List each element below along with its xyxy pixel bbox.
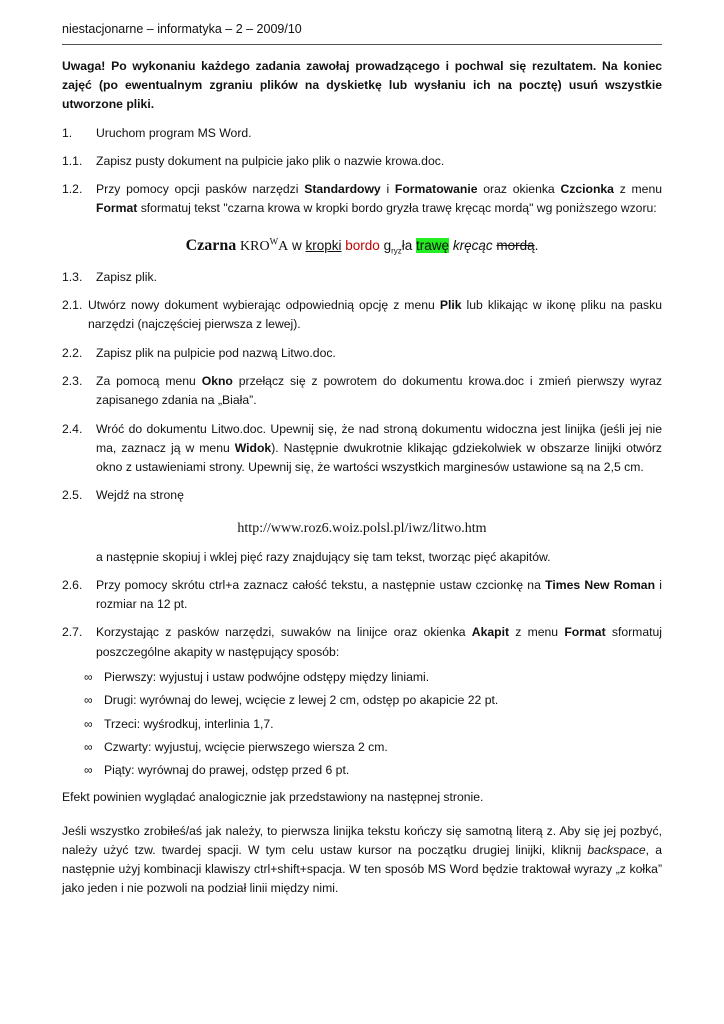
list-item: ∞ Pierwszy: wyjustuj i ustaw podwójne odstępy między liniami. — [62, 668, 662, 687]
task-1-3 — [62, 268, 662, 287]
task-text-continued: a następnie skopiuj i wklej pięć razy znajdujący się tam tekst, tworząc pięć akapitów. — [96, 549, 551, 564]
sample-trawe: trawę — [416, 237, 450, 253]
infinity-bullet-icon: ∞ — [84, 716, 93, 731]
task-text: Utwórz nowy dokument wybierając odpowiednią opcję z menu Plik lub klikając w ikonę pliku na pasku narzędzi (najczęściej pierwsza z lewej). — [88, 298, 662, 332]
task-1-2 — [62, 180, 662, 219]
task-number: 1. — [62, 125, 73, 140]
infinity-bullet-icon: ∞ — [84, 739, 93, 754]
task-number: 2.4. — [62, 421, 83, 436]
task-text: Korzystając z pasków narzędzi, suwaków na linijce oraz okienka Akapit z menu Format sformatuj poszczególne akapity w następujący sposób: — [96, 625, 662, 659]
sample-morda: mordą — [496, 237, 535, 253]
task-number: 1.3. — [62, 269, 83, 284]
task-text: Przy pomocy skrótu ctrl+a zaznacz całość tekstu, a następnie ustaw czcionkę na Times New Roman i rozmiar na 12 pt. — [96, 577, 663, 612]
task-number: 1.1. — [62, 153, 83, 168]
task-number: 1.2. — [62, 182, 83, 197]
task-text: Zapisz pusty dokument na pulpicie jako plik o nazwie krowa.doc. — [96, 153, 445, 168]
task-2-6 — [62, 576, 662, 615]
task-number: 2.5. — [62, 488, 83, 503]
sample-w: w — [291, 237, 302, 253]
task-text: Za pomocą menu Okno przełącz się z powrotem do dokumentu krowa.doc i zmień pierwszy wyraz zapisanego zdania na „Biała”. — [96, 373, 662, 408]
list-item: ∞ Piąty: wyrównaj do prawej, odstęp przed 6 pt. — [62, 761, 662, 780]
infinity-bullet-icon: ∞ — [84, 763, 93, 778]
task-1 — [62, 124, 662, 143]
task-number: 2.7. — [62, 625, 83, 640]
infinity-bullet-icon: ∞ — [84, 693, 93, 708]
task-number: 2.3. — [62, 373, 83, 388]
infinity-bullet-icon: ∞ — [84, 670, 93, 685]
page-header: niestacjonarne – informatyka – 2 – 2009/10 — [62, 20, 662, 45]
sample-kropki: kropki — [305, 237, 342, 253]
final-note: Jeśli wszystko zrobiłeś/aś jak należy, to pierwsza linijka tekstu kończy się samotną literą z. Aby się jej pozbyć, należy użyć tzw. twardej spacji. W tym celu ustaw kursor na początku drugiej linijki, kliknij backspace, a następnie użyj kombinacji klawiszy ctrl+shift+spacja. W ten sposób MS Word będzie traktował wyrazy „z kołka” jako jeden i nie pozwoli na podział linii między nimi. — [62, 823, 662, 896]
task-2-2 — [62, 344, 662, 363]
sample-krowa: $KRO^WA$ — [240, 235, 289, 254]
task-number: 2.2. — [62, 345, 83, 360]
task-text: Uruchom program MS Word. — [96, 125, 252, 140]
task-1-1 — [62, 152, 662, 171]
sample-czarna: Czarna — [185, 236, 237, 254]
list-item: ∞ Czwarty: wyjustuj, wcięcie pierwszego wiersza 2 cm. — [62, 738, 662, 757]
list-item: ∞ Drugi: wyrównaj do lewej, wcięcie z lewej 2 cm, odstęp po akapicie 22 pt. — [62, 691, 662, 710]
effect-note: Efekt powinien wyglądać analogicznie jak przedstawiony na następnej stronie. — [62, 790, 484, 805]
sample-bordo: bordo — [345, 237, 380, 253]
task-text: Przy pomocy opcji pasków narzędzi Standardowy i Formatowanie oraz okienka Czcionka z menu Format sformatuj tekst "czarna krowa w kropki bordo gryzła trawę kręcąc mordą" wg poniższego wzoru: — [96, 182, 663, 216]
task-number: 2.6. — [62, 577, 83, 592]
task-2-4 — [62, 420, 662, 478]
task-text: Wróć do dokumentu Litwo.doc. Upewnij się, że nad stroną dokumentu widoczna jest linijka (jeśli jej nie ma, zaznacz ją w menu Widok). Następnie dwukrotnie klikając gdziekolwiek w obszarze linijki otwórz okno z ustawieniami strony. Upewnij się, że wartości wszystkich marginesów ustawione są na 2,5 cm. — [96, 421, 662, 475]
task-text: Wejdź na stronę — [96, 488, 184, 503]
list-item: ∞ Trzeci: wyśrodkuj, interlinia 1,7. — [62, 715, 662, 734]
paragraph-format-list — [62, 668, 662, 780]
task-2-7 — [62, 623, 662, 662]
sample-dot: . — [534, 237, 539, 253]
task-number: 2.1. — [62, 298, 83, 313]
task-text: Zapisz plik. — [96, 269, 157, 284]
task-2-5 — [62, 486, 662, 505]
task-2-3 — [62, 372, 662, 411]
sample-gryzla: $g_{ryz}ła$ — [383, 237, 413, 256]
task-text: Zapisz plik na pulpicie pod nazwą Litwo.doc. — [96, 345, 336, 360]
sample-krecac: kręcąc — [452, 237, 493, 253]
formatting-sample — [62, 233, 662, 258]
url-link[interactable]: http://www.roz6.woiz.polsl.pl/iwz/litwo.htm — [237, 520, 487, 536]
document-page — [62, 20, 662, 899]
task-2-1 — [62, 296, 662, 335]
warning-note: Uwaga! Po wykonaniu każdego zadania zawołaj prowadzącego i pochwal się rezultatem. Na koniec zajęć (po ewentualnym zgraniu plików na dyskietkę lub wysłaniu ich na pocztę) usuń wszystkie utworzone pliki. — [62, 58, 662, 112]
